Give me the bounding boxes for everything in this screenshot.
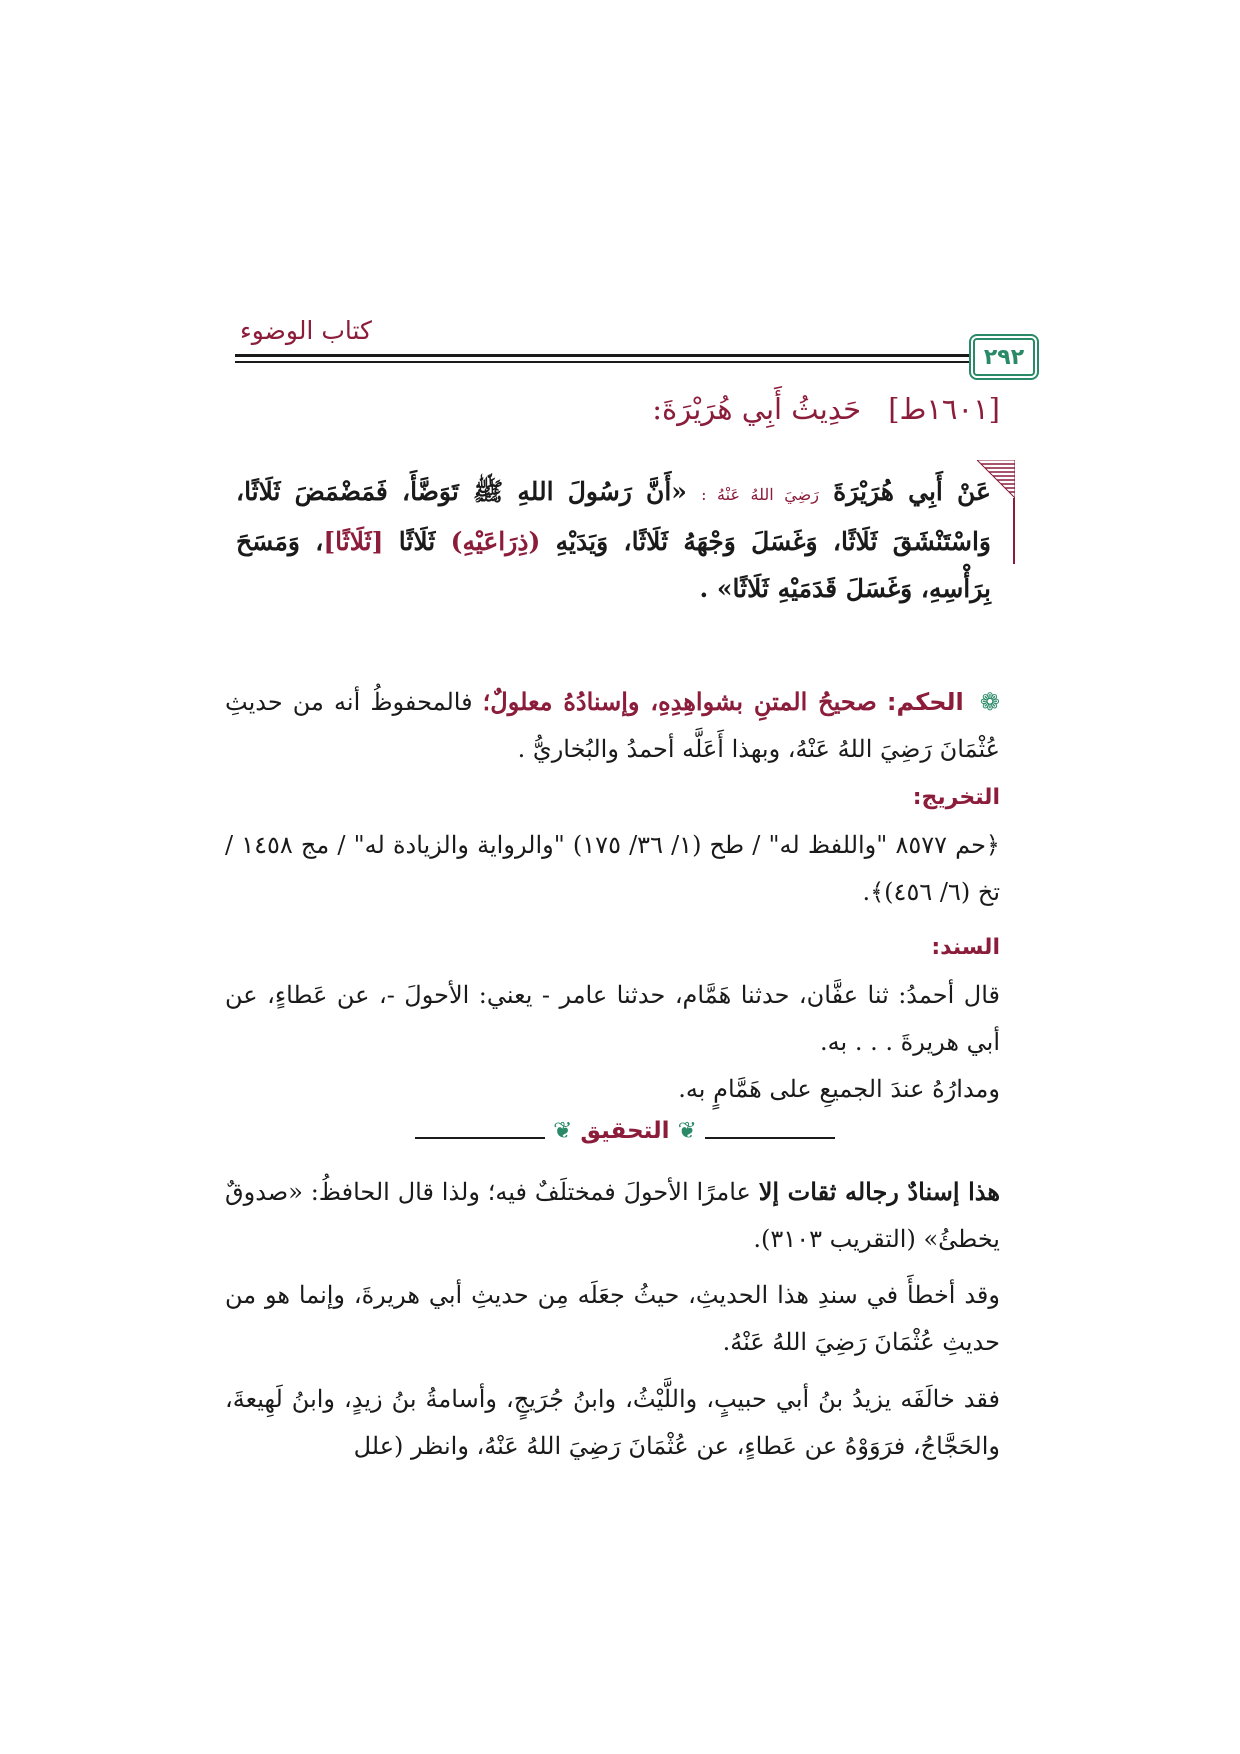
honorific: رَضِيَ اللهُ عَنْهُ : bbox=[701, 485, 819, 504]
hadith-end: ، وَمَسَحَ بِرَأْسِهِ، وَغَسَلَ قَدَمَيْهِ ثَلَاثًا» . bbox=[236, 527, 991, 603]
tahqiq-paragraph-2: وقد أخطأَ في سندِ هذا الحديثِ، حيثُ جعَلَه مِن حديثِ أبي هريرةَ، وإنما هو من حديثِ عُثْمَانَ رَضِيَ اللهُ عَنْهُ. bbox=[225, 1281, 1000, 1356]
hadith-heading bbox=[652, 392, 1000, 426]
takhrij-text: ﴿حم ٨٥٧٧ "واللفظ له" / طح (١/ ٣٦/ ١٧٥) "والرواية والزيادة له" / مج ١٤٥٨ / تخ (٦/ ٤٥٦)﴾. bbox=[225, 831, 1000, 906]
flower-ornament-icon: ❁ bbox=[979, 688, 1000, 716]
hadith-narrator: عَنْ أَبِي هُرَيْرَةَ bbox=[833, 477, 991, 506]
ruling-text: فالمحفوظُ أنه من حديثِ عُثْمَانَ رَضِيَ اللهُ عَنْهُ، وبهذا أَعَلَّه أحمدُ والبُخاريُّ . bbox=[225, 688, 1000, 763]
book-title: كتاب الوضوء bbox=[240, 316, 372, 345]
ruling-label: الحكم: bbox=[886, 688, 964, 716]
tahqiq-paragraph-1 bbox=[225, 1168, 1000, 1263]
tahqiq-text-1: عامرًا الأحولَ فمختلَفٌ فيه؛ ولذا قال الحافظُ: «صدوقٌ يخطئُ» (التقريب ٣١٠٣). bbox=[225, 1178, 1000, 1253]
takhrij-label: التخريج: bbox=[912, 785, 1000, 810]
variant-reading: (ذِرَاعَيْهِ) bbox=[450, 527, 541, 556]
hadith-title: حَدِيثُ أَبِي هُرَيْرَةَ: bbox=[652, 392, 861, 426]
tahqiq-label: التحقيق bbox=[580, 1118, 670, 1144]
hadith-body: «أَنَّ رَسُولَ اللهِ ﷺ تَوَضَّأَ، فَمَضْمَضَ ثَلَاثًا، وَاسْتَنْشَقَ ثَلَاثًا، وَغَسَلَ وَجْهَهُ ثَلَاثًا، وَيَدَيْهِ bbox=[236, 477, 991, 556]
hadith-mid: ثَلَاثًا bbox=[398, 527, 436, 556]
ruling bbox=[225, 678, 1000, 773]
hadith-number: [١٦٠١ط] bbox=[888, 392, 1000, 426]
sanad-label: السند: bbox=[931, 935, 1000, 960]
hadith-text bbox=[236, 468, 991, 612]
sanad-pivot: ومدارُهُ عندَ الجميعِ على هَمَّامٍ به. bbox=[678, 1075, 1000, 1103]
sanad-text: قال أحمدُ: ثنا عفَّان، حدثنا هَمَّام، حدثنا عامر - يعني: الأحولَ -، عن عَطاءٍ، عن أبي هريرةَ . . . به. bbox=[225, 981, 1000, 1056]
page-number: ٢٩٢ bbox=[973, 338, 1035, 376]
variant-addition: [ثَلَاثًا] bbox=[323, 527, 384, 556]
tahqiq-divider bbox=[415, 1118, 835, 1154]
tahqiq-paragraph-3: فقد خالَفَه يزيدُ بنُ أبي حبيبٍ، واللَّيْثُ، وابنُ جُرَيجٍ، وأسامةُ بنُ زيدٍ، وابنُ لَهِيعةَ، والحَجَّاجُ، فرَوَوْهُ عن عَطاءٍ، عن عُثْمَانَ رَضِيَ اللهُ عَنْهُ، وانظر (علل bbox=[225, 1385, 1000, 1460]
tahqiq-emphasis: هذا إسنادٌ رجاله ثقات إلا bbox=[758, 1177, 1000, 1206]
box-border bbox=[1013, 498, 1015, 564]
ornament-icon: ❦ bbox=[677, 1118, 697, 1144]
header-rule bbox=[235, 354, 1025, 357]
running-header bbox=[240, 316, 1010, 345]
tahqiq-heading bbox=[415, 1118, 835, 1144]
header-rule-thin bbox=[235, 361, 1025, 363]
ruling-verdict: صحيحُ المتنِ بشواهِدِهِ، وإسنادُهُ معلولٌ؛ bbox=[482, 687, 877, 716]
hadith-box bbox=[236, 460, 1015, 660]
ornament-icon: ❦ bbox=[553, 1118, 573, 1144]
